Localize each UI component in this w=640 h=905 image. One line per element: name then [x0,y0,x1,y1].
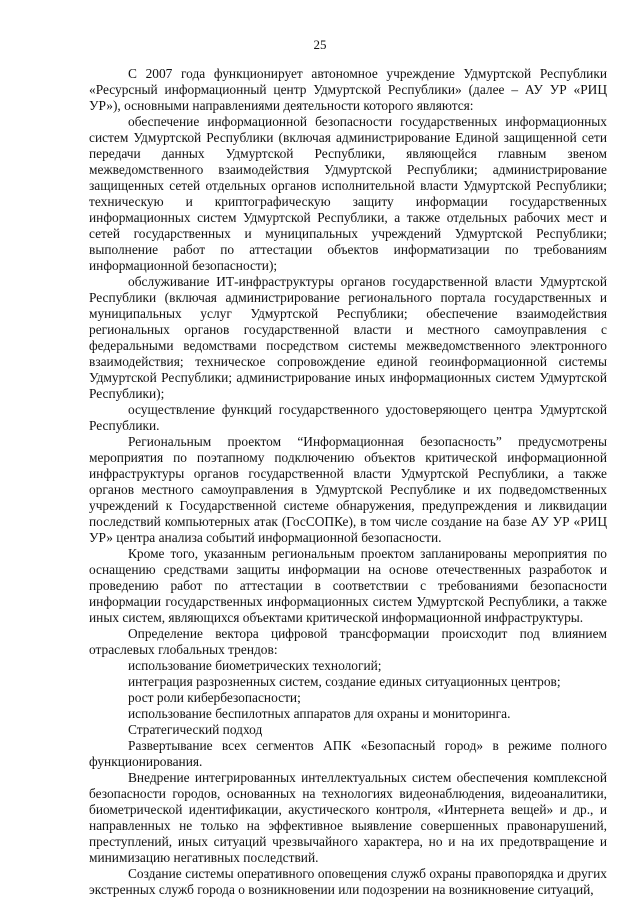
paragraph: Кроме того, указанным региональным проектом запланированы мероприятия по оснащению средствами защиты информации на основе отечественных разработок и проведению работ по аттестации в соответствии с требованиями безопасности информации государственных информационных систем Удмуртской Республики, а также иных систем, являющихся объектами критической информационной инфраструктуры. [89,546,607,625]
trend-list-item: рост роли кибербезопасности; [128,690,301,705]
paragraph: Определение вектора цифровой трансформации происходит под влиянием отраслевых глобальных трендов: [89,626,607,657]
paragraph: осуществление функций государственного удостоверяющего центра Удмуртской Республики. [89,402,607,433]
paragraph: обеспечение информационной безопасности государственных информационных систем Удмуртской Республики (включая администрирование Единой защищенной сети передачи данных Удмуртской Республики, являющейся главным звеном межведомственного взаимодействия Удмуртской Республики; администрирование защищенных сетей отдельных органов исполнительной власти Удмуртской Республики; техническую и криптографическую защиту информации государственных информационных систем Удмуртской Республики, а также отдельных рабочих мест и сетей государственных и муниципальных учреждений Удмуртской Республики; выполнение работ по аттестации объектов информатизации по требованиям информационной безопасности); [89,114,607,273]
page-number: 25 [313,37,327,52]
paragraph: Региональным проектом “Информационная безопасность” предусмотрены мероприятия по поэтапному подключению объектов критической информационной инфраструктуры органов государственной власти Удмуртской Республики, а также органов местного самоуправления в Удмуртской Республике и их подведомственных учреждений к Государственной системе обнаружения, предупреждения и ликвидации последствий компьютерных атак (ГосСОПКе), в том числе создание на базе АУ УР «РИЦ УР» центра анализа событий информационной безопасности. [89,434,607,545]
trend-list-item: использование биометрических технологий; [128,658,382,673]
trend-list-item: интеграция разрозненных систем, создание единых ситуационных центров; [128,674,561,689]
paragraph: обслуживание ИТ-инфраструктуры органов государственной власти Удмуртской Республики (включая администрирование регионального портала государственных и муниципальных услуг Удмуртской Республики; обеспечение взаимодействия региональных органов государственной власти и местного самоуправления с федеральными ведомствами посредством системы межведомственного электронного взаимодействия; техническое сопровождение единой геоинформационной системы Удмуртской Республики; администрирование иных информационных систем Удмуртской Республики); [89,274,607,401]
paragraph: С 2007 года функционирует автономное учреждение Удмуртской Республики «Ресурсный информационный центр Удмуртской Республики» (далее – АУ УР «РИЦ УР»), основными направлениями деятельности которого являются: [89,66,607,113]
paragraph: Развертывание всех сегментов АПК «Безопасный город» в режиме полного функционирования. [89,738,607,769]
document-body [89,66,607,898]
trend-list-item: использование беспилотных аппаратов для охраны и мониторинга. [128,706,511,721]
section-heading: Стратегический подход [128,722,263,737]
paragraph: Внедрение интегрированных интеллектуальных систем обеспечения комплексной безопасности городов, основанных на технологиях видеонаблюдения, видеоаналитики, биометрической идентификации, акустического контроля, «Интернета вещей» и др., и направленных не только на эффективное выявление совершенных правонарушений, преступлений, иных ситуаций чрезвычайного характера, но и на их предотвращение и минимизацию негативных последствий. [89,770,607,865]
paragraph: Создание системы оперативного оповещения служб охраны правопорядка и других экстренных служб города о возникновении или подозрении на возникновение ситуаций, [89,866,607,897]
